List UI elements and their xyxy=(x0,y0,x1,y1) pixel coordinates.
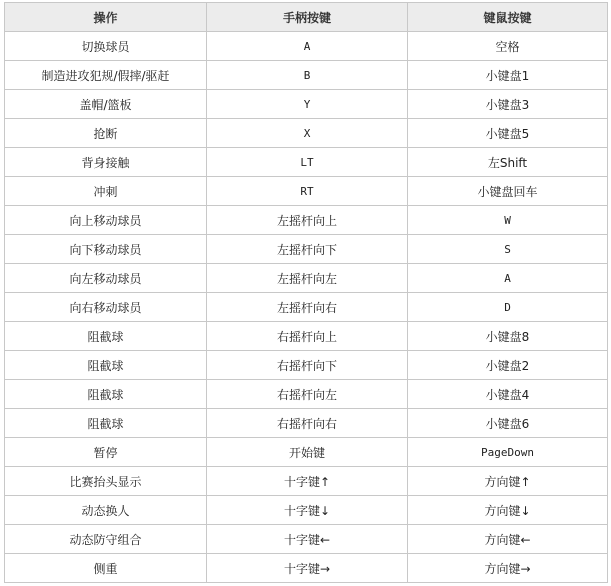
action-cell: 动态换人 xyxy=(5,496,207,525)
keyboard-key-cell: 小键盘2 xyxy=(408,351,608,380)
action-cell: 比赛抬头显示 xyxy=(5,467,207,496)
table-row xyxy=(5,32,608,61)
gamepad-key-cell: RT xyxy=(207,177,408,206)
gamepad-key-cell: A xyxy=(207,32,408,61)
keyboard-key-cell: 小键盘4 xyxy=(408,380,608,409)
keyboard-key-cell: 左Shift xyxy=(408,148,608,177)
gamepad-key-cell: 左摇杆向下 xyxy=(207,235,408,264)
table-row xyxy=(5,206,608,235)
table-row xyxy=(5,61,608,90)
action-cell: 向下移动球员 xyxy=(5,235,207,264)
keyboard-key-cell: PageDown xyxy=(408,438,608,467)
keyboard-key-cell: 小键盘8 xyxy=(408,322,608,351)
action-cell: 暂停 xyxy=(5,438,207,467)
action-cell: 阻截球 xyxy=(5,351,207,380)
gamepad-key-cell: Y xyxy=(207,90,408,119)
action-cell: 动态防守组合 xyxy=(5,525,207,554)
gamepad-key-cell: 开始键 xyxy=(207,438,408,467)
keyboard-key-cell: 小键盘1 xyxy=(408,61,608,90)
header-gamepad: 手柄按键 xyxy=(207,3,408,32)
gamepad-key-cell: 右摇杆向上 xyxy=(207,322,408,351)
table-row xyxy=(5,148,608,177)
table-row xyxy=(5,264,608,293)
gamepad-key-cell: 左摇杆向上 xyxy=(207,206,408,235)
action-cell: 阻截球 xyxy=(5,322,207,351)
action-cell: 切换球员 xyxy=(5,32,207,61)
table-row xyxy=(5,525,608,554)
keyboard-key-cell: D xyxy=(408,293,608,322)
keyboard-key-cell: 空格 xyxy=(408,32,608,61)
controls-table xyxy=(4,2,608,583)
keyboard-key-cell: S xyxy=(408,235,608,264)
gamepad-key-cell: 左摇杆向左 xyxy=(207,264,408,293)
keyboard-key-cell: W xyxy=(408,206,608,235)
table-row xyxy=(5,496,608,525)
action-cell: 冲刺 xyxy=(5,177,207,206)
gamepad-key-cell: X xyxy=(207,119,408,148)
keyboard-key-cell: 小键盘3 xyxy=(408,90,608,119)
table-row xyxy=(5,322,608,351)
keyboard-key-cell: 方向键→ xyxy=(408,554,608,583)
table-row xyxy=(5,119,608,148)
gamepad-key-cell: 十字键↑ xyxy=(207,467,408,496)
header-row xyxy=(5,3,608,32)
table-row xyxy=(5,380,608,409)
table-row xyxy=(5,438,608,467)
keyboard-key-cell: 小键盘6 xyxy=(408,409,608,438)
action-cell: 背身接触 xyxy=(5,148,207,177)
action-cell: 抢断 xyxy=(5,119,207,148)
table-row xyxy=(5,554,608,583)
action-cell: 侧重 xyxy=(5,554,207,583)
table-row xyxy=(5,177,608,206)
header-action: 操作 xyxy=(5,3,207,32)
gamepad-key-cell: 十字键→ xyxy=(207,554,408,583)
table-row xyxy=(5,467,608,496)
action-cell: 阻截球 xyxy=(5,380,207,409)
keyboard-key-cell: 方向键↓ xyxy=(408,496,608,525)
gamepad-key-cell: 右摇杆向下 xyxy=(207,351,408,380)
action-cell: 向右移动球员 xyxy=(5,293,207,322)
gamepad-key-cell: 十字键↓ xyxy=(207,496,408,525)
keyboard-key-cell: A xyxy=(408,264,608,293)
keyboard-key-cell: 小键盘5 xyxy=(408,119,608,148)
table-row xyxy=(5,409,608,438)
action-cell: 制造进攻犯规/假摔/驱赶 xyxy=(5,61,207,90)
table-row xyxy=(5,351,608,380)
keyboard-key-cell: 方向键← xyxy=(408,525,608,554)
gamepad-key-cell: LT xyxy=(207,148,408,177)
gamepad-key-cell: 右摇杆向左 xyxy=(207,380,408,409)
action-cell: 盖帽/篮板 xyxy=(5,90,207,119)
gamepad-key-cell: 十字键← xyxy=(207,525,408,554)
table-row xyxy=(5,293,608,322)
keyboard-key-cell: 小键盘回车 xyxy=(408,177,608,206)
table-row xyxy=(5,235,608,264)
gamepad-key-cell: B xyxy=(207,61,408,90)
gamepad-key-cell: 左摇杆向右 xyxy=(207,293,408,322)
table-row xyxy=(5,90,608,119)
keyboard-key-cell: 方向键↑ xyxy=(408,467,608,496)
action-cell: 阻截球 xyxy=(5,409,207,438)
action-cell: 向上移动球员 xyxy=(5,206,207,235)
gamepad-key-cell: 右摇杆向右 xyxy=(207,409,408,438)
header-keyboard: 键鼠按键 xyxy=(408,3,608,32)
action-cell: 向左移动球员 xyxy=(5,264,207,293)
